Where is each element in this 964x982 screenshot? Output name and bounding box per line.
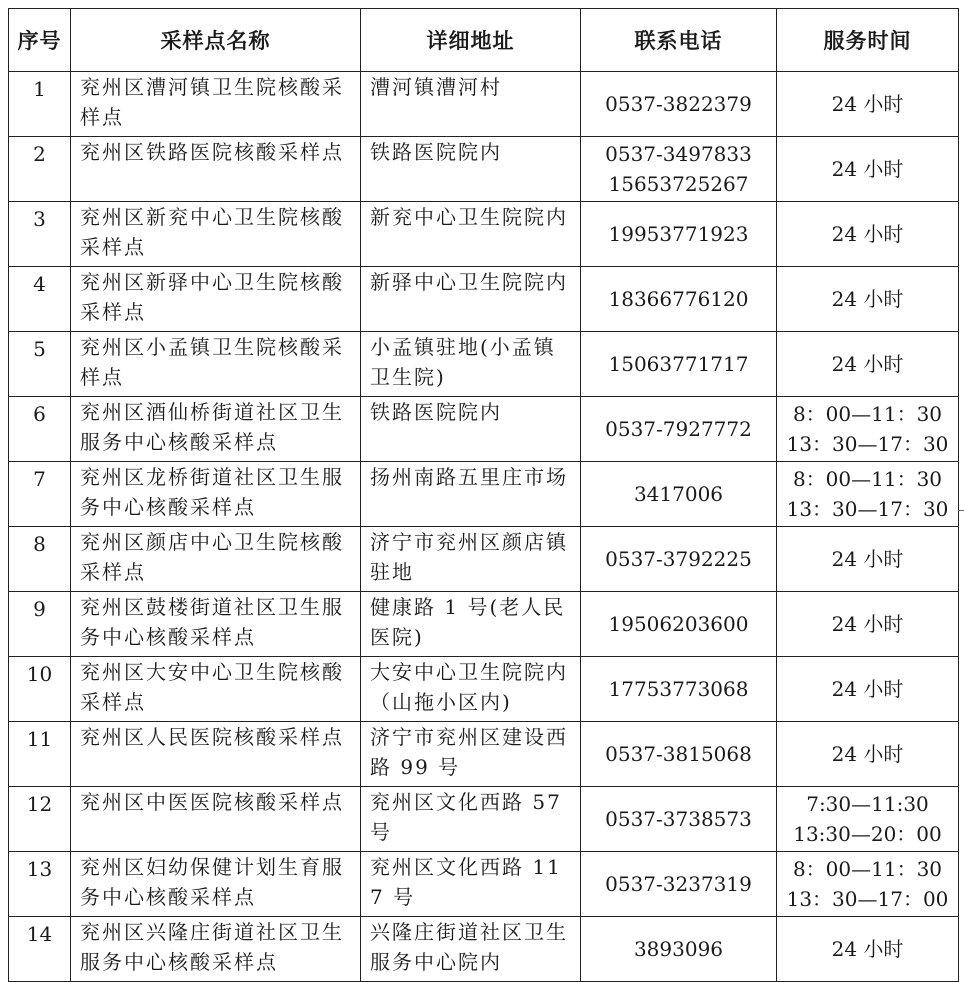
site-name: 兖州区龙桥街道社区卫生服务中心核酸采样点 xyxy=(71,462,361,527)
phone-number: 0537-3822379 xyxy=(605,92,752,116)
service-hours-cell xyxy=(777,137,959,202)
service-hours-cell xyxy=(777,267,959,332)
phone-number: 0537-3497833 xyxy=(605,142,752,166)
row-index: 7 xyxy=(9,462,71,527)
table-row xyxy=(9,462,959,527)
header-index: 序号 xyxy=(9,9,71,72)
service-hours: 24 小时 xyxy=(831,352,904,376)
service-hours-cell xyxy=(777,462,959,527)
sampling-sites-document xyxy=(8,8,958,982)
site-name: 兖州区酒仙桥街道社区卫生服务中心核酸采样点 xyxy=(71,397,361,462)
phone-cell xyxy=(581,397,777,462)
phone-number: 0537-3738573 xyxy=(605,807,752,831)
header-service-hours: 服务时间 xyxy=(777,9,959,72)
service-hours: 24 小时 xyxy=(831,937,904,961)
row-index: 11 xyxy=(9,722,71,787)
site-address: 济宁市兖州区建设西路 99 号 xyxy=(361,722,581,787)
row-index: 13 xyxy=(9,852,71,917)
row-index: 12 xyxy=(9,787,71,852)
service-hours: 8：00—11：30 xyxy=(792,467,943,491)
service-hours: 24 小时 xyxy=(831,742,904,766)
table-row xyxy=(9,527,959,592)
table-header-row xyxy=(9,9,959,72)
site-name: 兖州区妇幼保健计划生育服务中心核酸采样点 xyxy=(71,852,361,917)
row-index: 8 xyxy=(9,527,71,592)
phone-number: 0537-3792225 xyxy=(605,547,752,571)
table-row xyxy=(9,137,959,202)
table-row xyxy=(9,267,959,332)
table-row xyxy=(9,592,959,657)
service-hours: 13:30—20：00 xyxy=(793,822,942,846)
site-address: 兖州区文化西路 57 号 xyxy=(361,787,581,852)
service-hours: 13：30—17：30 xyxy=(786,497,949,521)
site-name: 兖州区鼓楼街道社区卫生服务中心核酸采样点 xyxy=(71,592,361,657)
phone-cell xyxy=(581,917,777,982)
phone-number: 0537-7927772 xyxy=(605,417,752,441)
phone-cell xyxy=(581,527,777,592)
row-index: 9 xyxy=(9,592,71,657)
table-row xyxy=(9,202,959,267)
phone-cell xyxy=(581,592,777,657)
service-hours: 24 小时 xyxy=(831,287,904,311)
service-hours: 13：30—17：30 xyxy=(786,432,949,456)
table-row xyxy=(9,852,959,917)
service-hours: 8：00—11：30 xyxy=(792,402,943,426)
phone-cell xyxy=(581,657,777,722)
phone-cell xyxy=(581,462,777,527)
table-row xyxy=(9,722,959,787)
phone-cell xyxy=(581,72,777,137)
phone-cell xyxy=(581,722,777,787)
header-phone: 联系电话 xyxy=(581,9,777,72)
phone-number: 3417006 xyxy=(633,482,724,506)
site-address: 新驿中心卫生院院内 xyxy=(361,267,581,332)
service-hours-cell xyxy=(777,72,959,137)
phone-cell xyxy=(581,137,777,202)
site-address: 济宁市兖州区颜店镇驻地 xyxy=(361,527,581,592)
row-index: 14 xyxy=(9,917,71,982)
service-hours: 24 小时 xyxy=(831,612,904,636)
service-hours: 13：30—17：00 xyxy=(786,887,949,911)
row-index: 5 xyxy=(9,332,71,397)
service-hours: 8：00—11：30 xyxy=(792,857,943,881)
site-address: 健康路 1 号(老人民医院) xyxy=(361,592,581,657)
phone-number: 0537-3237319 xyxy=(605,872,752,896)
site-name: 兖州区铁路医院核酸采样点 xyxy=(71,137,361,202)
service-hours-cell xyxy=(777,202,959,267)
phone-number: 3893096 xyxy=(633,937,724,961)
site-address: 漕河镇漕河村 xyxy=(361,72,581,137)
row-index: 4 xyxy=(9,267,71,332)
phone-number: 19506203600 xyxy=(608,612,749,636)
service-hours-cell xyxy=(777,397,959,462)
row-index: 1 xyxy=(9,72,71,137)
service-hours-cell xyxy=(777,592,959,657)
header-site-name: 采样点名称 xyxy=(71,9,361,72)
service-hours-cell xyxy=(777,657,959,722)
phone-cell xyxy=(581,852,777,917)
site-address: 小孟镇驻地(小孟镇卫生院) xyxy=(361,332,581,397)
phone-number: 15653725267 xyxy=(608,172,749,196)
service-hours-cell xyxy=(777,722,959,787)
table-row xyxy=(9,332,959,397)
sampling-sites-table xyxy=(8,8,959,982)
row-index: 2 xyxy=(9,137,71,202)
phone-cell xyxy=(581,202,777,267)
site-name: 兖州区新驿中心卫生院核酸采样点 xyxy=(71,267,361,332)
service-hours: 24 小时 xyxy=(831,547,904,571)
table-row xyxy=(9,72,959,137)
phone-number: 0537-3815068 xyxy=(605,742,752,766)
table-row xyxy=(9,787,959,852)
service-hours-cell xyxy=(777,787,959,852)
phone-number: 19953771923 xyxy=(608,222,749,246)
header-address: 详细地址 xyxy=(361,9,581,72)
site-name: 兖州区兴隆庄街道社区卫生服务中心核酸采样点 xyxy=(71,917,361,982)
phone-cell xyxy=(581,787,777,852)
phone-number: 17753773068 xyxy=(608,677,749,701)
site-address: 大安中心卫生院院内（山拖小区内) xyxy=(361,657,581,722)
service-hours-cell xyxy=(777,527,959,592)
service-hours: 7:30—11:30 xyxy=(806,792,929,816)
site-address: 铁路医院院内 xyxy=(361,397,581,462)
row-index: 3 xyxy=(9,202,71,267)
table-row xyxy=(9,397,959,462)
site-name: 兖州区新兖中心卫生院核酸采样点 xyxy=(71,202,361,267)
site-address: 新兖中心卫生院院内 xyxy=(361,202,581,267)
site-name: 兖州区小孟镇卫生院核酸采样点 xyxy=(71,332,361,397)
site-name: 兖州区颜店中心卫生院核酸采样点 xyxy=(71,527,361,592)
site-address: 扬州南路五里庄市场 xyxy=(361,462,581,527)
phone-number: 15063771717 xyxy=(608,352,749,376)
page-edge-mark xyxy=(958,510,964,511)
table-row xyxy=(9,917,959,982)
service-hours-cell xyxy=(777,852,959,917)
service-hours-cell xyxy=(777,917,959,982)
service-hours: 24 小时 xyxy=(831,157,904,181)
phone-cell xyxy=(581,267,777,332)
table-body xyxy=(9,72,959,982)
site-name: 兖州区中医医院核酸采样点 xyxy=(71,787,361,852)
row-index: 10 xyxy=(9,657,71,722)
site-address: 兖州区文化西路 117 号 xyxy=(361,852,581,917)
service-hours: 24 小时 xyxy=(831,92,904,116)
table-row xyxy=(9,657,959,722)
phone-cell xyxy=(581,332,777,397)
site-name: 兖州区漕河镇卫生院核酸采样点 xyxy=(71,72,361,137)
site-name: 兖州区人民医院核酸采样点 xyxy=(71,722,361,787)
site-address: 兴隆庄街道社区卫生服务中心院内 xyxy=(361,917,581,982)
phone-number: 18366776120 xyxy=(608,287,749,311)
site-name: 兖州区大安中心卫生院核酸采样点 xyxy=(71,657,361,722)
service-hours: 24 小时 xyxy=(831,222,904,246)
service-hours-cell xyxy=(777,332,959,397)
row-index: 6 xyxy=(9,397,71,462)
service-hours: 24 小时 xyxy=(831,677,904,701)
site-address: 铁路医院院内 xyxy=(361,137,581,202)
